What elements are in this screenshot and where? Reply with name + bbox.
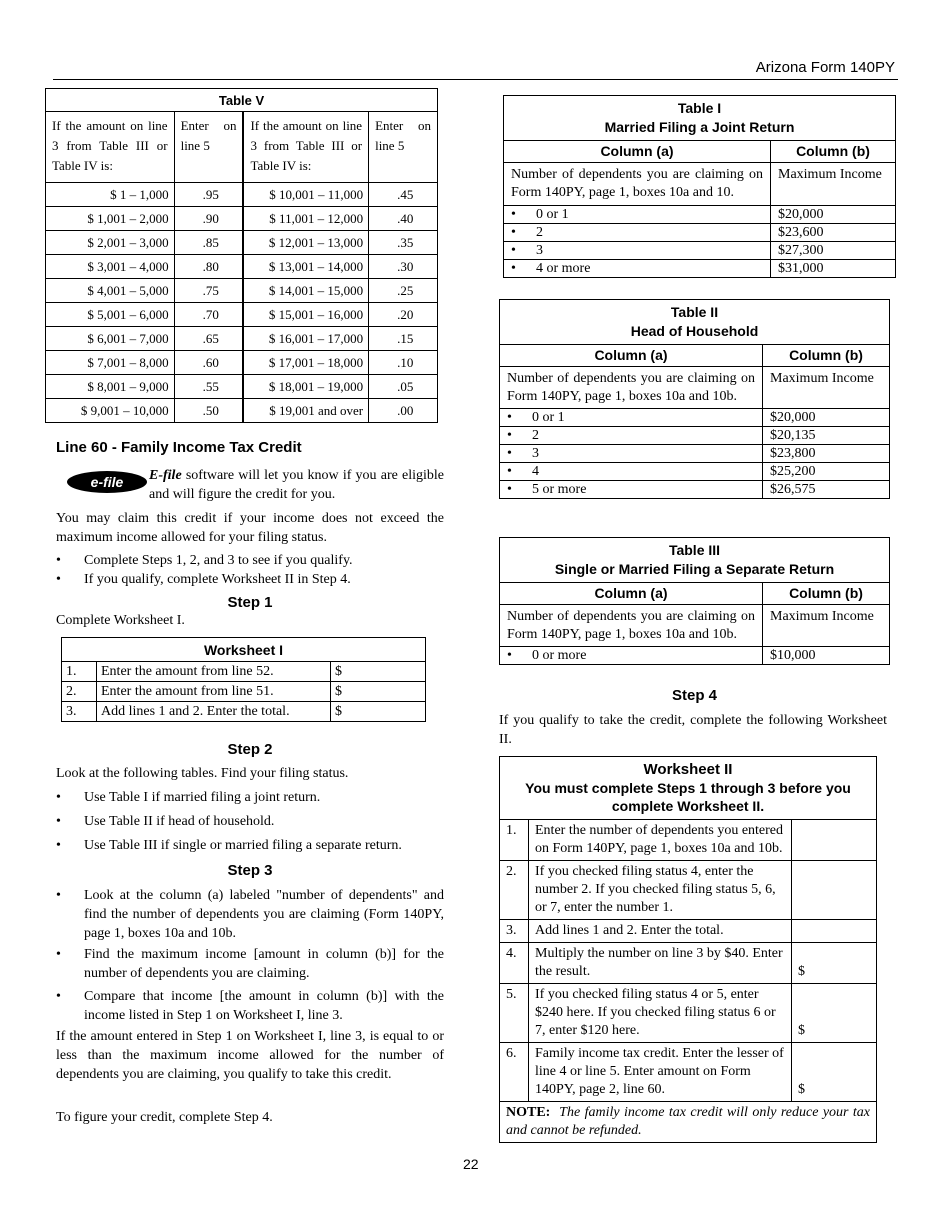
ws-i-num: 2. xyxy=(62,682,97,702)
table-ii xyxy=(499,299,890,499)
ws-ii-label: If you checked filing status 4, enter the number 2. If you checked filing status 5, 6, or 7, enter the number 1. xyxy=(529,861,792,920)
line60-heading: Line 60 - Family Income Tax Credit xyxy=(56,439,302,456)
table-v-range: $ 2,001 – 3,000 xyxy=(46,231,175,255)
step3-para1: If the amount entered in Step 1 on Worksheet I, line 3, is equal to or less than the maximum income allowed for the number of dependents you are claiming, you qualify to take this credit. xyxy=(56,1029,444,1082)
step2-bullet: • Use Table II if head of household. xyxy=(56,814,275,829)
table-i-desc: Number of dependents you are claiming on Form 140PY, page 1, boxes 10a and 10. xyxy=(504,163,771,206)
ws-ii-label: Enter the number of dependents you entered on Form 140PY, page 1, boxes 10a and 10b. xyxy=(529,820,792,861)
table-i-row xyxy=(504,224,896,242)
table-v-rate: .05 xyxy=(369,375,438,399)
table-iii-col-b: Column (b) xyxy=(763,583,890,605)
deps-label: 0 or 1 xyxy=(536,207,569,222)
efile-note xyxy=(149,466,444,504)
table-iii-caption: Table III Single or Married Filing a Separate Return xyxy=(500,538,890,583)
table-v-rate: .55 xyxy=(174,375,243,399)
table-i-caption: Table I Married Filing a Joint Return xyxy=(504,96,896,141)
table-v-rate: .45 xyxy=(369,183,438,207)
table-v-row xyxy=(46,279,438,303)
table-ii-desc: Number of dependents you are claiming on Form 140PY, page 1, boxes 10a and 10b. xyxy=(500,367,763,409)
table-v-rate: .15 xyxy=(369,327,438,351)
line60-intro: You may claim this credit if your income does not exceed the maximum income allowed for your filing status. xyxy=(56,511,444,545)
table-v-row xyxy=(46,327,438,351)
table-v-title: Table V xyxy=(46,89,438,112)
efile-badge: e-file xyxy=(67,471,147,493)
ws-ii-label: If you checked filing status 4 or 5, enter $240 here. If you checked filing status 6 or 7, enter $120 here. xyxy=(529,984,792,1043)
table-v-col-head-amount-left: If the amount on line 3 from Table III or Table IV is: xyxy=(46,112,175,183)
step2-bullet: • Use Table I if married filing a joint return. xyxy=(56,790,321,805)
table-v-range: $ 10,001 – 11,000 xyxy=(243,183,368,207)
max-income: $23,800 xyxy=(763,445,890,463)
ws-ii-value[interactable]: $ xyxy=(792,943,877,984)
max-income: $26,575 xyxy=(763,481,890,499)
bullet-dot: • xyxy=(511,225,516,240)
ws-ii-label: Multiply the number on line 3 by $40. Enter the result. xyxy=(529,943,792,984)
deps-cell xyxy=(500,481,763,499)
table-v-range: $ 6,001 – 7,000 xyxy=(46,327,175,351)
header-rule xyxy=(53,79,898,80)
deps-label: 4 or more xyxy=(536,261,591,276)
table-v-row xyxy=(46,303,438,327)
table-v-range: $ 4,001 – 5,000 xyxy=(46,279,175,303)
table-v-col-head-amount-right: If the amount on line 3 from Table III or Table IV is: xyxy=(243,112,368,183)
ws-ii-row xyxy=(500,820,877,861)
table-v-rate: .80 xyxy=(174,255,243,279)
ws-ii-row xyxy=(500,984,877,1043)
table-v-range: $ 12,001 – 13,000 xyxy=(243,231,368,255)
table-v-row xyxy=(46,231,438,255)
table-v-range: $ 1,001 – 2,000 xyxy=(46,207,175,231)
table-v-rate: .90 xyxy=(174,207,243,231)
table-i-row xyxy=(504,242,896,260)
step2-heading: Step 2 xyxy=(227,741,273,758)
line60-bullet: • If you qualify, complete Worksheet II in Step 4. xyxy=(56,572,351,587)
table-v-range: $ 18,001 – 19,000 xyxy=(243,375,368,399)
table-i-row xyxy=(504,260,896,278)
step1-text: Complete Worksheet I. xyxy=(56,613,185,628)
bullet-dot: • xyxy=(507,410,512,425)
ws-ii-label: Add lines 1 and 2. Enter the total. xyxy=(529,920,792,943)
table-v-range: $ 19,001 and over xyxy=(243,399,368,423)
table-v-rate: .40 xyxy=(369,207,438,231)
ws-i-value[interactable]: $ xyxy=(331,682,426,702)
bullet-dot: • xyxy=(507,648,512,663)
page-number: 22 xyxy=(463,1156,479,1172)
deps-label: 4 xyxy=(532,464,539,479)
ws-i-label: Enter the amount from line 51. xyxy=(97,682,331,702)
bullet-dot: • xyxy=(507,482,512,497)
deps-cell xyxy=(504,224,771,242)
table-v-rate: .10 xyxy=(369,351,438,375)
step3-bullet: • Look at the column (a) labeled "number of dependents" and find the number of dependents you are claiming (Form 140PY, page 1, boxes 10a and 10b. xyxy=(56,888,444,941)
bullet-dot: • xyxy=(511,207,516,222)
max-income: $20,135 xyxy=(763,427,890,445)
deps-cell xyxy=(504,242,771,260)
table-v-row xyxy=(46,183,438,207)
deps-label: 3 xyxy=(532,446,539,461)
ws-i-num: 1. xyxy=(62,662,97,682)
step3-bullet: • Compare that income [the amount in column (b)] with the income listed in Step 1 on Worksheet I, line 3. xyxy=(56,989,444,1023)
deps-cell xyxy=(500,463,763,481)
table-v-row xyxy=(46,399,438,423)
worksheet-ii-note: NOTE: The family income tax credit will only reduce your tax and cannot be refunded. xyxy=(500,1102,877,1143)
table-v-col-head-enter-right: Enter on line 5 xyxy=(369,112,438,183)
table-v-row xyxy=(46,255,438,279)
ws-i-value[interactable]: $ xyxy=(331,702,426,722)
table-v-row xyxy=(46,375,438,399)
ws-i-value[interactable]: $ xyxy=(331,662,426,682)
step1-heading: Step 1 xyxy=(227,594,273,611)
table-v-range: $ 15,001 – 16,000 xyxy=(243,303,368,327)
table-i xyxy=(503,95,896,278)
max-income: $23,600 xyxy=(771,224,896,242)
table-iii-col-a: Column (a) xyxy=(500,583,763,605)
table-ii-row xyxy=(500,481,890,499)
deps-cell xyxy=(500,409,763,427)
deps-cell xyxy=(504,260,771,278)
table-v-rate: .50 xyxy=(174,399,243,423)
ws-ii-value[interactable] xyxy=(792,861,877,920)
ws-ii-num: 4. xyxy=(500,943,529,984)
deps-cell xyxy=(504,206,771,224)
table-ii-row xyxy=(500,463,890,481)
table-i-col-b: Column (b) xyxy=(771,141,896,163)
step3-para2: To figure your credit, complete Step 4. xyxy=(56,1110,273,1125)
table-v-range: $ 11,001 – 12,000 xyxy=(243,207,368,231)
ws-i-num: 3. xyxy=(62,702,97,722)
ws-ii-num: 2. xyxy=(500,861,529,920)
table-v-rate: .70 xyxy=(174,303,243,327)
table-v-range: $ 16,001 – 17,000 xyxy=(243,327,368,351)
table-v-rate: .95 xyxy=(174,183,243,207)
table-v-rate: .30 xyxy=(369,255,438,279)
table-v-row xyxy=(46,207,438,231)
table-ii-col-a: Column (a) xyxy=(500,345,763,367)
table-v-rate: .20 xyxy=(369,303,438,327)
step4-text: If you qualify to take the credit, complete the following Worksheet II. xyxy=(499,713,887,747)
ws-ii-value[interactable]: $ xyxy=(792,984,877,1043)
table-v-rate: .35 xyxy=(369,231,438,255)
step4-heading: Step 4 xyxy=(671,687,717,704)
step3-heading: Step 3 xyxy=(227,862,273,879)
table-i-desc-b: Maximum Income xyxy=(771,163,896,206)
step2-bullet: • Use Table III if single or married filing a separate return. xyxy=(56,838,402,853)
ws-ii-num: 6. xyxy=(500,1043,529,1102)
table-iii xyxy=(499,537,890,665)
deps-label: 2 xyxy=(532,428,539,443)
table-v-range: $ 1 – 1,000 xyxy=(46,183,175,207)
table-ii-row xyxy=(500,427,890,445)
table-ii-desc-b: Maximum Income xyxy=(763,367,890,409)
table-v-rate: .25 xyxy=(369,279,438,303)
deps-label: 5 or more xyxy=(532,482,587,497)
worksheet-ii-caption: Worksheet II You must complete Steps 1 through 3 before you complete Worksheet II. xyxy=(500,757,877,820)
ws-ii-num: 5. xyxy=(500,984,529,1043)
deps-cell xyxy=(500,445,763,463)
table-v-range: $ 7,001 – 8,000 xyxy=(46,351,175,375)
table-v-range: $ 14,001 – 15,000 xyxy=(243,279,368,303)
table-v-rate: .75 xyxy=(174,279,243,303)
bullet-dot: • xyxy=(511,261,516,276)
line60-bullet: • Complete Steps 1, 2, and 3 to see if you qualify. xyxy=(56,553,353,568)
table-v-row xyxy=(46,351,438,375)
max-income: $20,000 xyxy=(771,206,896,224)
max-income: $27,300 xyxy=(771,242,896,260)
deps-label: 2 xyxy=(536,225,543,240)
ws-i-label: Enter the amount from line 52. xyxy=(97,662,331,682)
table-iii-desc: Number of dependents you are claiming on Form 140PY, page 1, boxes 10a and 10b. xyxy=(500,605,763,647)
table-v-range: $ 3,001 – 4,000 xyxy=(46,255,175,279)
table-ii-col-b: Column (b) xyxy=(763,345,890,367)
step3-bullet: • Find the maximum income [amount in column (b)] for the number of dependents you are claiming. xyxy=(56,947,444,981)
table-v-range: $ 8,001 – 9,000 xyxy=(46,375,175,399)
table-v-range: $ 17,001 – 18,000 xyxy=(243,351,368,375)
max-income: $25,200 xyxy=(763,463,890,481)
worksheet-ii xyxy=(499,756,877,1143)
table-v-range: $ 5,001 – 6,000 xyxy=(46,303,175,327)
ws-ii-label: Family income tax credit. Enter the lesser of line 4 or line 5. Enter amount on Form 140PY, page 2, line 60. xyxy=(529,1043,792,1102)
table-v-rate: .65 xyxy=(174,327,243,351)
ws-ii-row xyxy=(500,861,877,920)
efile-bold: E-file xyxy=(149,468,182,483)
worksheet-i-title: Worksheet I xyxy=(62,638,426,662)
bullet-dot: • xyxy=(507,446,512,461)
ws-ii-value[interactable] xyxy=(792,920,877,943)
deps-cell xyxy=(500,647,763,665)
table-i-col-a: Column (a) xyxy=(504,141,771,163)
table-v-col-head-enter-left: Enter on line 5 xyxy=(174,112,243,183)
table-v-range: $ 13,001 – 14,000 xyxy=(243,255,368,279)
table-v-range: $ 9,001 – 10,000 xyxy=(46,399,175,423)
deps-label: 0 or more xyxy=(532,648,587,663)
table-v-rate: .85 xyxy=(174,231,243,255)
bullet-dot: • xyxy=(507,464,512,479)
table-iii-desc-b: Maximum Income xyxy=(763,605,890,647)
table-v-rate: .00 xyxy=(369,399,438,423)
table-v xyxy=(45,88,438,423)
step2-text: Look at the following tables. Find your filing status. xyxy=(56,766,349,781)
ws-ii-value[interactable] xyxy=(792,820,877,861)
deps-label: 0 or 1 xyxy=(532,410,565,425)
ws-ii-num: 3. xyxy=(500,920,529,943)
table-ii-caption: Table II Head of Household xyxy=(500,300,890,345)
table-i-row xyxy=(504,206,896,224)
ws-ii-row xyxy=(500,1043,877,1102)
ws-ii-num: 1. xyxy=(500,820,529,861)
max-income: $10,000 xyxy=(763,647,890,665)
max-income: $20,000 xyxy=(763,409,890,427)
deps-cell xyxy=(500,427,763,445)
deps-label: 3 xyxy=(536,243,543,258)
table-v-rate: .60 xyxy=(174,351,243,375)
ws-i-label: Add lines 1 and 2. Enter the total. xyxy=(97,702,331,722)
ws-ii-row xyxy=(500,920,877,943)
table-ii-row xyxy=(500,409,890,427)
ws-ii-row xyxy=(500,943,877,984)
table-iii-row xyxy=(500,647,890,665)
bullet-dot: • xyxy=(507,428,512,443)
form-title: Arizona Form 140PY xyxy=(755,59,895,76)
worksheet-i xyxy=(61,637,426,722)
ws-ii-value[interactable]: $ xyxy=(792,1043,877,1102)
max-income: $31,000 xyxy=(771,260,896,278)
efile-text: software will let you know if you are eligible and will figure the credit for you. xyxy=(149,468,444,502)
bullet-dot: • xyxy=(511,243,516,258)
table-ii-row xyxy=(500,445,890,463)
